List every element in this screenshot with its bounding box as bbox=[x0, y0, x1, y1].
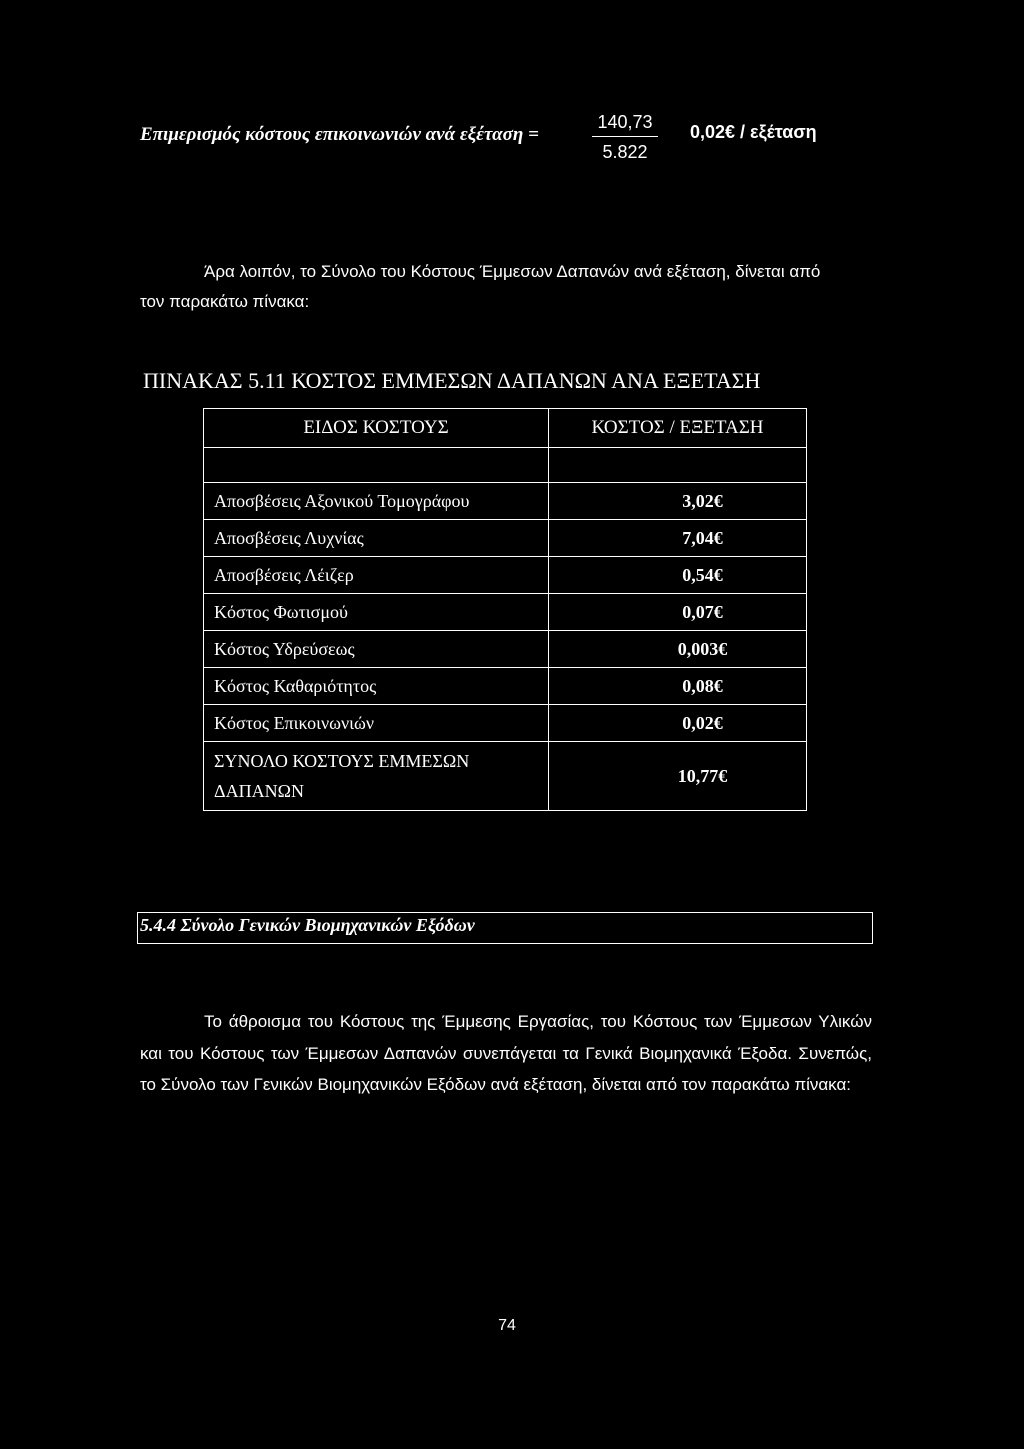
table-row bbox=[204, 557, 807, 594]
row-name: Αποσβέσεις Λυχνίας bbox=[204, 520, 549, 557]
row-value: 0,54€ bbox=[549, 557, 807, 594]
table-header-row bbox=[204, 409, 807, 448]
row-value: 0,003€ bbox=[549, 631, 807, 668]
fraction-numerator: 140,73 bbox=[597, 112, 653, 132]
row-value: 3,02€ bbox=[549, 483, 807, 520]
total-name-line-1: ΣΥΝΟΛΟ ΚΟΣΤΟΥΣ ΕΜΜΕΣΩΝ bbox=[214, 751, 470, 771]
row-name: Κόστος Επικοινωνιών bbox=[204, 705, 549, 742]
row-value: 0,08€ bbox=[549, 668, 807, 705]
intro-line-1: Άρα λοιπόν, το Σύνολο του Κόστους Έμμεσων Δαπανών ανά εξέταση, δίνεται από bbox=[204, 262, 821, 281]
table-row bbox=[204, 520, 807, 557]
table-row bbox=[204, 594, 807, 631]
cost-table bbox=[203, 408, 807, 811]
table-total-row bbox=[204, 742, 807, 811]
table-title: ΠΙΝΑΚΑΣ 5.11 ΚΟΣΤΟΣ ΕΜΜΕΣΩΝ ΔΑΠΑΝΩΝ ΑΝΑ ΕΞΕΤΑΣΗ bbox=[143, 368, 761, 393]
blank-cell bbox=[204, 448, 549, 483]
body-paragraph: Το άθροισμα του Κόστους της Έμμεσης Εργασίας, του Κόστους των Έμμεσων Υλικών και του Κόστους των Έμμεσων Δαπανών συνεπάγεται τα Γενικά Βιομηχανικά Έξοδα. Συνεπώς, το Σύνολο των Γενικών Βιομηχανικών Εξόδων ανά εξέταση, δίνεται από τον παρακάτω πίνακα: bbox=[140, 1012, 872, 1094]
row-name: Κόστος Υδρεύσεως bbox=[204, 631, 549, 668]
fraction bbox=[592, 110, 658, 164]
table-row bbox=[204, 668, 807, 705]
formula-result: 0,02€ / εξέταση bbox=[690, 122, 817, 142]
total-name bbox=[204, 742, 549, 811]
table-row bbox=[204, 483, 807, 520]
blank-cell bbox=[549, 448, 807, 483]
fraction-denominator: 5.822 bbox=[602, 142, 648, 162]
row-value: 0,02€ bbox=[549, 705, 807, 742]
header-cost-type: ΕΙΔΟΣ ΚΟΣΤΟΥΣ bbox=[204, 409, 549, 448]
section-heading: 5.4.4 Σύνολο Γενικών Βιομηχανικών Εξόδων bbox=[140, 915, 475, 935]
row-name: Αποσβέσεις Λέιζερ bbox=[204, 557, 549, 594]
header-cost-per-exam: ΚΟΣΤΟΣ / ΕΞΕΤΑΣΗ bbox=[549, 409, 807, 448]
fraction-bar bbox=[592, 136, 658, 137]
table-row bbox=[204, 705, 807, 742]
table-blank-row bbox=[204, 448, 807, 483]
row-name: Κόστος Φωτισμού bbox=[204, 594, 549, 631]
intro-line-2: τον παρακάτω πίνακα: bbox=[140, 292, 310, 311]
page-number: 74 bbox=[498, 1317, 516, 1334]
row-value: 7,04€ bbox=[549, 520, 807, 557]
row-value: 0,07€ bbox=[549, 594, 807, 631]
total-name-line-2: ΔΑΠΑΝΩΝ bbox=[214, 781, 304, 801]
row-name: Κόστος Καθαριότητος bbox=[204, 668, 549, 705]
table-row bbox=[204, 631, 807, 668]
total-value: 10,77€ bbox=[549, 742, 807, 811]
row-name: Αποσβέσεις Αξονικού Τομογράφου bbox=[204, 483, 549, 520]
formula-label: Επιμερισμός κόστους επικοινωνιών ανά εξέταση = bbox=[140, 124, 539, 145]
